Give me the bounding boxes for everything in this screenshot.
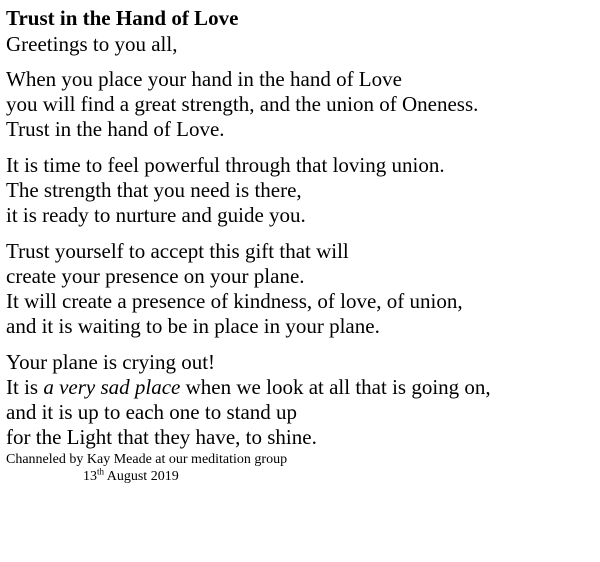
stanza-line: It is time to feel powerful through that loving union. xyxy=(6,153,445,177)
stanza-line: you will find a great strength, and the union of Oneness. xyxy=(6,92,479,116)
stanza-line: Your plane is crying out! xyxy=(6,350,216,374)
emphasized-text: a very sad place xyxy=(43,375,181,399)
line-text-after: when we look at all that is going on, xyxy=(180,375,491,399)
date-line xyxy=(83,468,596,485)
stanza-line: for the Light that they have, to shine. xyxy=(6,425,317,449)
stanza-line: It will create a presence of kindness, of love, of union, xyxy=(6,289,463,313)
stanza-line: create your presence on your plane. xyxy=(6,264,305,288)
stanza-line: Trust yourself to accept this gift that will xyxy=(6,239,349,263)
date-ordinal-suffix: th xyxy=(97,466,105,477)
stanza-1 xyxy=(6,67,596,142)
date-day: 13 xyxy=(83,469,97,484)
stanza-line: When you place your hand in the hand of Love xyxy=(6,67,402,91)
channeled-credit: Channeled by Kay Meade at our meditation group xyxy=(6,452,288,467)
stanza-line-with-emphasis xyxy=(6,375,596,400)
stanza-3 xyxy=(6,239,596,339)
stanza-2 xyxy=(6,153,596,228)
stanza-4 xyxy=(6,350,596,450)
document-page xyxy=(6,4,596,485)
stanza-line: it is ready to nurture and guide you. xyxy=(6,203,306,227)
stanza-line: and it is up to each one to stand up xyxy=(6,400,298,424)
greeting-line: Greetings to you all, xyxy=(6,32,178,56)
stanza-line: and it is waiting to be in place in your plane. xyxy=(6,314,380,338)
date-month-year: August 2019 xyxy=(104,469,179,484)
poem-title: Trust in the Hand of Love xyxy=(6,6,239,30)
line-text-before: It is xyxy=(6,375,44,399)
stanza-line: Trust in the hand of Love. xyxy=(6,117,225,141)
stanza-line: The strength that you need is there, xyxy=(6,178,302,202)
